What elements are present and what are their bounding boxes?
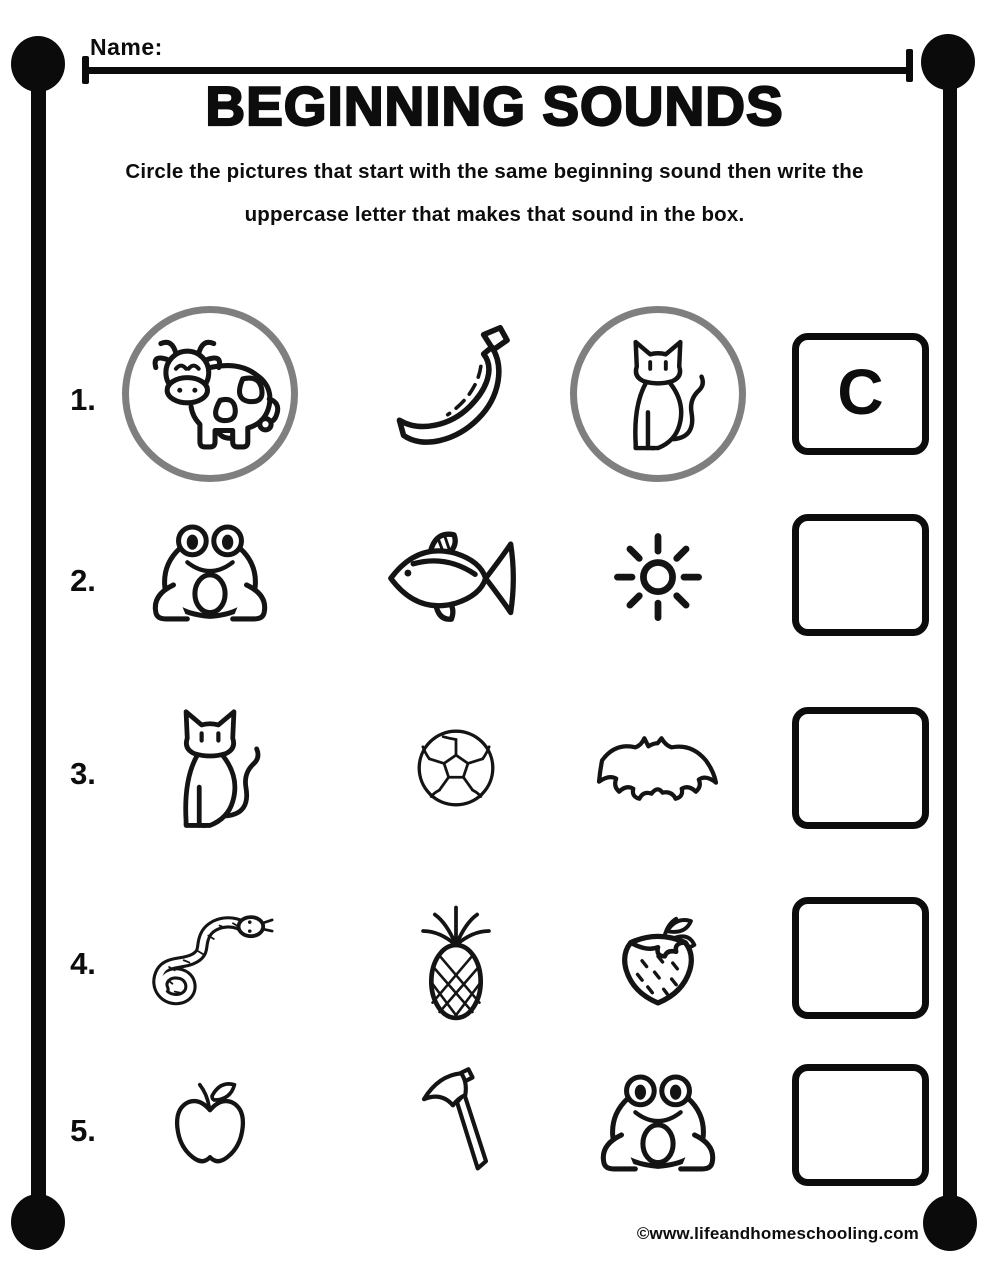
instructions-line-1: Circle the pictures that start with the same beginning sound then write the	[125, 160, 864, 183]
picture-apple[interactable]	[122, 1037, 298, 1213]
picture-pineapple[interactable]	[368, 870, 544, 1046]
picture-banana[interactable]	[368, 306, 544, 482]
row-5	[0, 1037, 989, 1213]
row-3	[0, 680, 989, 856]
picture-sun[interactable]	[570, 487, 746, 663]
strawberry-icon	[601, 904, 715, 1012]
picture-cat[interactable]	[122, 680, 298, 856]
row-number: 1.	[70, 382, 96, 417]
answer-letter: C	[837, 356, 884, 428]
row-2	[0, 487, 989, 663]
page-title: BEGINNING SOUNDS	[205, 75, 784, 137]
answer-box-3[interactable]	[792, 707, 929, 829]
footer-credit: ©www.lifeandhomeschooling.com	[636, 1224, 919, 1243]
row-number: 5.	[70, 1113, 96, 1148]
name-write-line[interactable]	[84, 67, 912, 74]
row-number: 2.	[70, 563, 96, 598]
banana-icon	[387, 325, 525, 463]
instructions	[0, 150, 989, 236]
row-4	[0, 870, 989, 1046]
answer-box-2[interactable]	[792, 514, 929, 636]
picture-fish[interactable]	[368, 487, 544, 663]
picture-soccer-ball[interactable]	[368, 680, 544, 856]
sun-icon	[606, 523, 710, 627]
apple-icon	[159, 1069, 261, 1181]
row-number: 3.	[70, 756, 96, 791]
picture-strawberry[interactable]	[570, 870, 746, 1046]
cat-icon	[150, 701, 270, 835]
fish-icon	[380, 519, 532, 631]
row-1	[0, 306, 989, 482]
pineapple-icon	[409, 892, 503, 1024]
cow-icon	[134, 331, 286, 457]
picture-cow-circled[interactable]	[122, 306, 298, 482]
cat-icon	[602, 332, 714, 457]
answer-box-5[interactable]	[792, 1064, 929, 1186]
bat-icon	[595, 730, 721, 806]
instructions-line-2: uppercase letter that makes that sound in the box.	[244, 203, 745, 226]
answer-box-4[interactable]	[792, 897, 929, 1019]
snake-icon	[134, 902, 286, 1014]
soccer-ball-icon	[410, 722, 502, 814]
picture-bat[interactable]	[570, 680, 746, 856]
picture-cat-circled[interactable]	[570, 306, 746, 482]
answer-box-1[interactable]	[792, 333, 929, 455]
picture-snake[interactable]	[122, 870, 298, 1046]
picture-frog[interactable]	[570, 1037, 746, 1213]
picture-axe[interactable]	[368, 1037, 544, 1213]
frog-icon	[595, 1072, 721, 1179]
picture-frog[interactable]	[122, 487, 298, 663]
axe-icon	[404, 1063, 508, 1187]
frog-icon	[147, 522, 273, 629]
row-number: 4.	[70, 946, 96, 981]
name-label: Name:	[90, 34, 163, 60]
